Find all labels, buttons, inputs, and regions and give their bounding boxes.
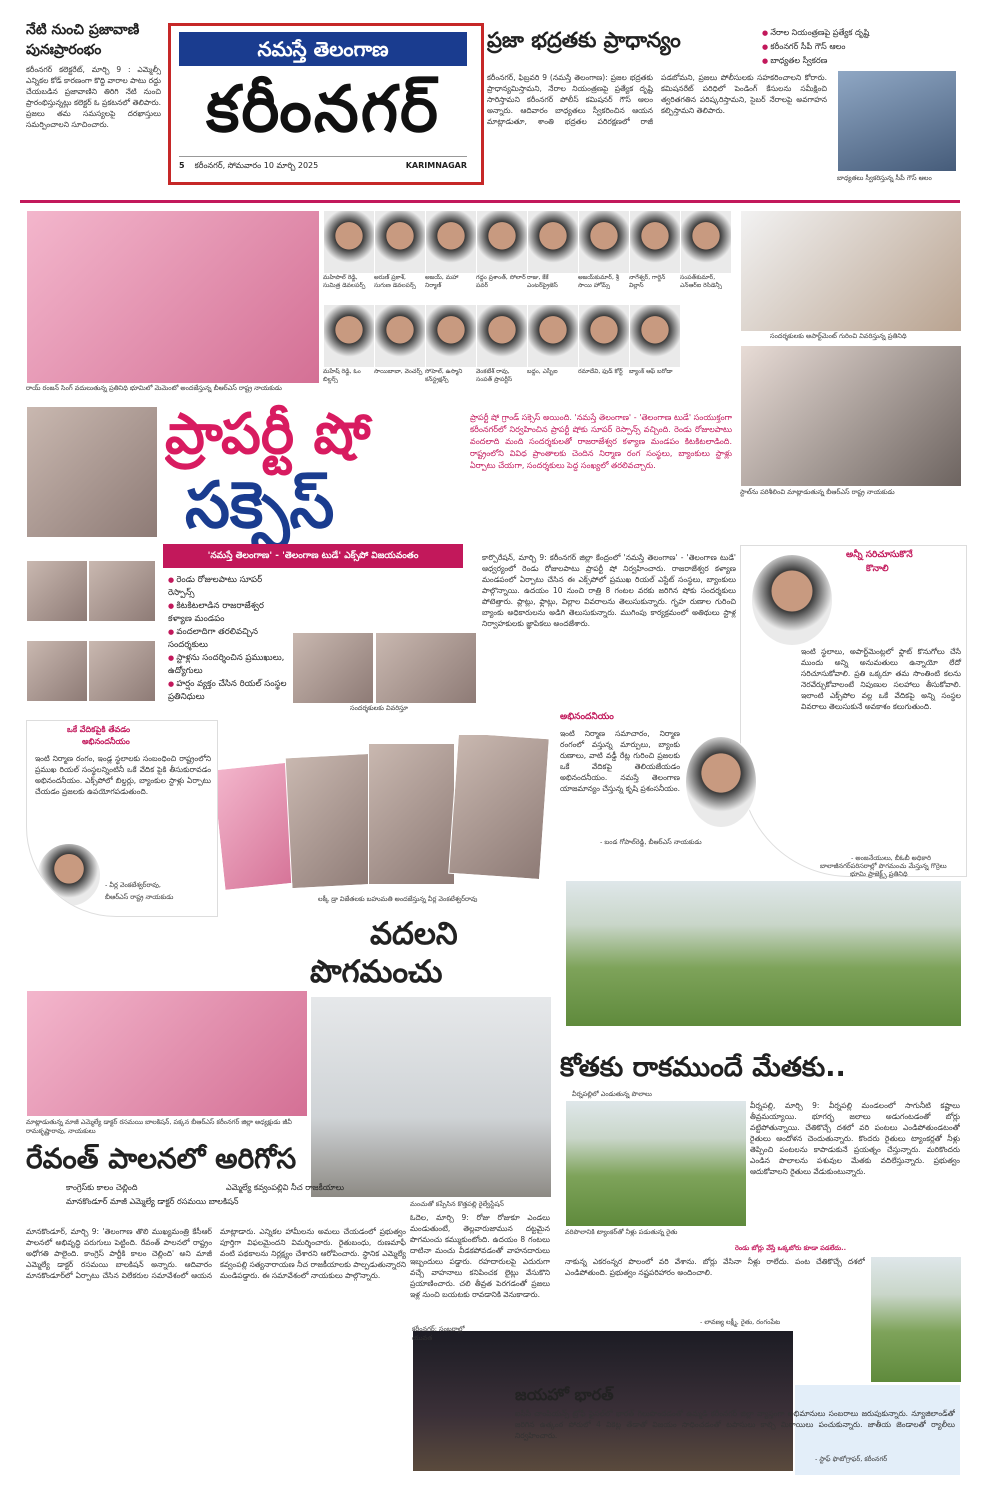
face-photo: [476, 210, 528, 274]
divider: [20, 200, 960, 203]
crops-caption-top: వీర్నపల్లిలో ఎండుతున్న పొలాలు: [572, 1090, 652, 1098]
face-card: [476, 210, 526, 303]
face-photo: [629, 304, 681, 368]
jayaho-headline: జయహో భారత్: [515, 1385, 614, 1404]
lucky-draw-strip: [218, 735, 558, 910]
face-caption: సోహెల్, ఉస్మాని కన్‌స్ట్రక్షన్స్: [425, 368, 463, 383]
bhoomi-caption: భూమి ప్రాజెక్ట్స్ ప్రతినిధి: [850, 870, 908, 878]
masthead: [168, 23, 484, 185]
face-card: [476, 304, 526, 397]
quote-left-body: ఇంటి నిర్మాణ రంగం, ఇండ్ల స్థలాలకు సంబంధించి రాష్ట్రంలోని ప్రముఖ రియల్ సంస్థలన్నింటినీ ఒకే వేదిక పైకి తీసుకురావడం అభినందనీయం. ఎక్స్‌పోలో బిల్డర్లు, బ్యాంకుల స్టాళ్లు ఏర్పాటు చేయడం ప్రజలకు ఉపయోగపడుతుంది.: [35, 754, 211, 796]
fog-body: ఓదెల, మార్చి 9: రోజు రోజుకూ ఎండలు మండుతుంటే, తెల్లవారుజామున దట్టమైన పొగమంచు కమ్ముకుంటోంది. ఉదయం 8 గంటలు దాటినా మంచు వీడకపోవడంతో వాహనదారులు ఇబ్బందులు పడ్డారు. రహదారులపై ఎదురుగా వచ్చే వాహనాలు కనిపించక లైట్లు వేసుకొని ప్రయాణించారు. చలి తీవ్రత పెరగడంతో ప్రజలు ఇళ్ల నుంచి బయటకు రావడానికి వెనుకాడారు.: [410, 1213, 550, 1299]
face-photo: [425, 304, 477, 368]
fog-headline: [310, 915, 560, 993]
face-card: [629, 304, 679, 397]
crops-quote-title: రెండు బోర్లు వేస్తే ఒక్కబోరు కూడా పడలేదు..: [735, 1244, 847, 1252]
brand-name: నమస్తే తెలంగాణ: [257, 37, 389, 61]
face-photo: [476, 304, 528, 368]
crops-headline: కోతకు రాకముందే మేతకు..: [560, 1052, 846, 1083]
face-photo: [578, 210, 630, 274]
event-photo-main-caption: రాయ్ రంజన్ సింగ్ వదులుతున్న ప్రతినిధి భూమిలో మెమెంటో అందజేస్తున్న బీఆర్‌ఎస్ రాష్ట్ర నాయకుడు: [26, 384, 282, 392]
revanth-photo: [26, 990, 308, 1117]
quote-mid: [560, 712, 760, 852]
title-line-2: సక్సెస్: [185, 469, 335, 543]
quote-left-attribution-1: - వీర్ల వెంకటేశ్వర్‌రావు,: [105, 881, 161, 889]
crowd-photo-2: [375, 632, 477, 704]
left-news: [26, 20, 161, 188]
event-photo-4: [88, 560, 156, 622]
face-caption: నాగేశ్వర్, గార్డెన్ విల్లాస్: [629, 274, 666, 289]
face-card: [629, 210, 679, 303]
city-en: KARIMNAGAR: [405, 161, 467, 170]
quote-right-attribution: - అంజనేయులు, బీఓబీ అధికారి: [851, 854, 931, 862]
face-caption: అరుణ్ ప్రకాశ్, సుగుణ డెవలపర్స్: [374, 274, 416, 289]
left-news-headline: నేటి నుంచి ప్రజావాణి పునఃప్రారంభం: [26, 22, 140, 58]
face-card: [323, 210, 373, 303]
stall-photo-caption: స్టాల్‌ను పరిశీలించి మాట్లాడుతున్న బీఆర్‌ఎస్ రాష్ట్ర నాయకుడు: [740, 488, 895, 496]
quote-right-subheading: కొనాలి: [866, 564, 889, 574]
revanth-bullets: [26, 1182, 406, 1222]
stall-photo: [740, 345, 962, 487]
face-card: [425, 304, 475, 397]
face-photo: [323, 304, 375, 368]
face-photo: [680, 210, 732, 274]
face-caption: రాజు, కేకే ఎంటర్‌ప్రైజెస్: [527, 274, 558, 289]
police-article: [487, 20, 957, 200]
quote-left-heading: ఒకే వేదికపైకి తేవడం: [67, 725, 131, 734]
quote-mid-attribution: - బండ గోపాల్‌రెడ్డి, బీఆర్‌ఎస్ నాయకుడు: [600, 838, 702, 846]
face-card: [374, 304, 424, 397]
quote-left-photo: [37, 843, 101, 907]
subtitle-text: 'నమస్తే తెలంగాణ' - 'తెలంగాణ టుడే' ఎక్స్‌పో విజయవంతం: [207, 551, 419, 561]
quote-right-heading: అన్నీ సరిచూసుకొనే: [846, 550, 913, 560]
page-number: 5: [179, 161, 185, 170]
quote-left-subheading: అభినందనీయం: [82, 737, 130, 746]
face-caption: మహిపాల్ రెడ్డి, సుమిత్ర డెవలపర్స్: [323, 274, 366, 289]
fog-line-2: పొగమంచు: [310, 954, 443, 990]
fog-rail-caption: మంచుతో కప్పేసిన కొత్తపల్లి రైల్వేస్టేషన్: [410, 1200, 504, 1208]
face-caption: గద్దం ప్రశాంత్, సోలార్ పవర్: [476, 274, 526, 289]
lucky-photo-3: [368, 743, 455, 885]
property-bullet: ● రెండు రోజులపాటు సూపర్ రెస్పాన్స్: [168, 574, 288, 600]
face-caption: సాయిబాబా, వెంచర్స్: [374, 368, 423, 375]
faces-grid: [323, 210, 735, 400]
face-card: [425, 210, 475, 303]
revanth-bullet: మానకొండూర్ మాజీ ఎమ్మెల్యే డాక్టర్ రసమయి బాలకిషన్: [66, 1197, 239, 1206]
face-card: [680, 210, 730, 303]
fog-line-1: వదలని: [370, 916, 458, 952]
property-bullet: ● స్టాళ్లను సందర్శించిన ప్రముఖులు, ఉద్యోగులు: [168, 652, 288, 678]
property-show-intro: ప్రాపర్టీ షో గ్రాండ్ సక్సెస్ అయింది. 'నమస్తే తెలంగాణ' - 'తెలంగాణ టుడే' సంయుక్తంగా కరీంనగర్‌లో నిర్వహించిన ప్రాపర్టీ షోకు సూపర్ రెస్పాన్స్ వచ్చింది. రెండు రోజులపాటు వందలాది మంది సందర్శకులతో రాజరాజేశ్వర కళ్యాణ మండపం కిటకిటలాడింది. రాష్ట్రంలోని వివిధ ప్రాంతాలకు చెందిన నిర్మాణ రంగ సంస్థలు, బ్యాంకులు స్టాళ్లు ఏర్పాటు చేయగా, సందర్శకులు పెద్ద సంఖ్యలో తరలివచ్చారు.: [470, 413, 732, 470]
police-body: కరీంనగర్, ఫిబ్రవరి 9 (నమస్తే తెలంగాణ): ప్రజల భద్రతకు ప్రాధాన్యమిస్తామని, నేరాల నియంత్రణపై ప్రత్యేక దృష్టి సారిస్తామని కరీంనగర్ పోలీస్ కమిషనర్ గౌస్ ఆలం అన్నారు. ఆదివారం బాధ్యతలు స్వీకరించిన ఆయన మాట్లాడుతూ, శాంతి భద్రతల పరిరక్షణలో రాజీ పడబోమని, ప్రజలు పోలీసులకు సహకరించాలని కోరారు. కమిషనరేట్ పరిధిలో పెండింగ్ కేసులను సమీక్షించి త్వరితగతిన పరిష్కరిస్తామని, సైబర్ నేరాలపై అవగాహన కల్పిస్తామని తెలిపారు.: [487, 73, 827, 126]
property-bullet: ● కిటకిటలాడిన రాజరాజేశ్వర కళ్యాణ మండపం: [168, 600, 288, 626]
face-card: [578, 210, 628, 303]
visitors-photo: [740, 210, 962, 332]
police-bullet: ● నేరాల నియంత్రణపై ప్రత్యేక దృష్టి: [762, 26, 869, 40]
police-bullet: ● బాధ్యతల స్వీకరణ: [762, 54, 869, 68]
crops-tanker-photo: [565, 1100, 747, 1227]
quote-mid-photo: [685, 736, 757, 828]
lucky-photo-2: [285, 753, 379, 889]
quote-mid-heading: అభినందనీయం: [560, 712, 614, 722]
jayaho-side-label: కరీంనగర్: సంబరాల్లో యువత: [412, 1325, 465, 1342]
masthead-brand: [179, 32, 467, 66]
event-photo-5: [26, 640, 88, 702]
jayaho-attribution: - స్టాఫ్ ఫొటోగ్రాఫర్, కరీంనగర్: [815, 1455, 888, 1463]
face-caption: అజయ్‌కుమార్, శ్రీ సాయి హోమ్స్: [578, 274, 620, 289]
property-show-title: [165, 402, 465, 552]
face-card: [323, 304, 373, 397]
event-photo-6: [88, 640, 156, 702]
quote-right-body: ఇంటి స్థలాలు, అపార్ట్‌మెంట్లలో ఫ్లాట్ కొనుగోలు చేసే ముందు అన్ని అనుమతులు ఉన్నాయో లేదో సరిచూసుకోవాలి. ప్రతి ఒక్కరూ తమ సొంతింటి కలను నెరవేర్చుకోవాలంటే నిపుణుల సలహాలు తీసుకోవాలి. ఇలాంటి ఎక్స్‌పోల వల్ల ఒకే వేదికపై అన్ని సంస్థల వివరాలు తెలుసుకునే అవకాశం కలుగుతుంది.: [801, 647, 961, 711]
face-photo: [425, 210, 477, 274]
quote-left-attribution-2: బీఆర్‌ఎస్ రాష్ట్ర నాయకుడు: [105, 893, 174, 901]
police-bullets: [762, 26, 869, 68]
face-photo: [578, 304, 630, 368]
crowd-photo-caption: సందర్శకులకు వివరిస్తూ: [350, 704, 408, 712]
revanth-body: మానకొండూర్, మార్చి 9: 'తెలంగాణ తొలి ముఖ్యమంత్రి కేసీఆర్ పాలనలో అభివృద్ధి పరుగులు పెట్టింది. రేవంత్ పాలనలో రాష్ట్రం అధోగతి పాలైంది. కాంగ్రెస్ పార్టీకి కాలం చెల్లింది' అని మాజీ ఎమ్మెల్యే డాక్టర్ రసమయి బాలకిషన్ అన్నారు. ఆదివారం మానకొండూర్‌లో ఏర్పాటు చేసిన విలేకరుల సమావేశంలో ఆయన మాట్లాడారు. ఎన్నికల హామీలను అమలు చేయడంలో ప్రభుత్వం పూర్తిగా విఫలమైందని విమర్శించారు. రైతుబంధు, రుణమాఫీ వంటి పథకాలను నిర్లక్ష్యం చేశారని ఆరోపించారు. స్థానిక ఎమ్మెల్యే కవ్వంపల్లి సత్యనారాయణ నీచ రాజకీయాలకు పాల్పడుతున్నారని మండిపడ్డారు. ఈ సమావేశంలో నాయకులు పాల్గొన్నారు.: [26, 1227, 406, 1280]
crops-quote-attribution: - లావణ్య లక్ష్మీ, రైతు, రంగంపేట: [700, 1318, 781, 1326]
lucky-photo-4: [448, 735, 550, 880]
face-card: [374, 210, 424, 303]
revanth-headline: రేవంత్ పాలనలో అరిగోస: [26, 1142, 297, 1175]
visitors-photo-caption: సందర్శకులకు అపార్ట్‌మెంట్ గురించి వివరిస్తున్న ప్రతినిధి: [770, 332, 907, 340]
revanth-bullet: ఎమ్మెల్యే కవ్వంపల్లివి నీచ రాజకీయాలు: [226, 1183, 345, 1192]
property-bullet: ● వందలాదిగా తరలివచ్చిన సందర్శకులు: [168, 626, 288, 652]
property-show-subtitle: [163, 544, 463, 568]
face-card: [578, 304, 628, 397]
fog-field-photo: [565, 880, 962, 1027]
crops-quote-body: నాకున్న ఎకరంన్నర పొలంలో వరి వేశాను. బోర్లు వేసినా నీళ్లు రాలేదు. పంట చేతికొచ్చే దశలో ఎండిపోతుంది. ప్రభుత్వం నష్టపరిహారం అందించాలి.: [565, 1257, 865, 1277]
police-headline: ప్రజా భద్రతకు ప్రాధాన్యం: [487, 28, 681, 52]
police-photo-caption: బాధ్యతలు స్వీకరిస్తున్న సీపీ గౌస్ ఆలం: [837, 174, 932, 182]
event-photo-3: [26, 560, 88, 622]
crops-caption-mid: వరిపొలానికి ట్యాంకర్‌తో నీళ్లు పడుతున్న రైతు: [565, 1228, 678, 1236]
jayaho-body: ఐసీసీ చాంపియన్స్ ట్రోఫీ ఫైనల్‌లో భారత్ గెలుపొందడంతో ఉమ్మడి కరీంనగర్ జిల్లా వ్యాప్తంగా అభిమానులు సంబరాలు జరుపుకున్నారు. న్యూజిలాండ్‌తో జరిగిన ఉత్కంఠ పోరులో 4 వికెట్ల తేడాతో విజయం సాధించడంతో టపాసులు కాల్చి మిఠాయిలు పంచుకున్నారు. జాతీయ జెండాలతో ర్యాలీలు నిర్వహించారు.: [515, 1409, 955, 1440]
face-caption: బ్యాంక్ ఆఫ్ బరోడా: [629, 368, 673, 375]
police-bullet: ● కరీంనగర్ సీపీ గౌస్ ఆలం: [762, 40, 869, 54]
quote-right-photo: [751, 554, 833, 646]
quote-right: [740, 545, 967, 877]
face-card: [527, 210, 577, 303]
crops-body: వీర్నపల్లి, మార్చి 9: వీర్నపల్లి మండలంలో సాగునీటి కష్టాలు తీవ్రమయ్యాయి. భూగర్భ జలాలు అడుగంటడంతో బోర్లు వట్టిపోతున్నాయి. చేతికొచ్చే దశలో వరి పంటలు ఎండిపోతుండటంతో రైతులు ఆందోళన చెందుతున్నారు. కొందరు రైతులు ట్యాంకర్లతో నీళ్లు తెప్పించి పంటలను కాపాడుకునే ప్రయత్నం చేస్తున్నారు. మరికొందరు ఎండిన పొలాలను పశువుల మేతకు వదిలేస్తున్నారు. ప్రభుత్వం ఆదుకోవాలని రైతులు వేడుకుంటున్నారు.: [750, 1101, 960, 1176]
fog-field-caption: బాలాజీనగర్‌పరిసరాల్లో పొగమంచు మేస్తున్న గొర్రెలు: [820, 862, 947, 870]
face-photo: [374, 210, 426, 274]
property-bullet: ● హర్షం వ్యక్తం చేసిన రియల్ సంస్థల ప్రతినిధులు: [168, 678, 288, 704]
face-photo: [374, 304, 426, 368]
revanth-photo-caption: మాట్లాడుతున్న మాజీ ఎమ్మెల్యే డాక్టర్ రసమయి బాలకిషన్, పక్కన బీఆర్‌ఎస్ కరీంనగర్ జిల్లా అధ్యక్షుడు జీవీ రామకృష్ణారావు, నాయకులు: [26, 1118, 292, 1135]
face-photo: [629, 210, 681, 274]
face-card: [527, 304, 577, 397]
property-show-body: కార్పొరేషన్, మార్చి 9: కరీంనగర్ జిల్లా కేంద్రంలో 'నమస్తే తెలంగాణ' - 'తెలంగాణ టుడే' ఆధ్వర్యంలో రెండు రోజులపాటు ప్రాపర్టీ షో నిర్వహించారు. రాజరాజేశ్వర కళ్యాణ మండపంలో ఏర్పాటు చేసిన ఈ ఎక్స్‌పోలో ప్రముఖ రియల్ ఎస్టేట్ సంస్థలు, బ్యాంకులు పాల్గొన్నాయి. ఉదయం 10 నుంచి రాత్రి 8 గంటల వరకు జరిగిన షోకు సందర్శకులు పోటెత్తారు. ప్లాట్లు, ఫ్లాట్లు, విల్లాల వివరాలను తెలుసుకున్నారు. గృహ రుణాల గురించి బ్యాంకు అధికారులను అడిగి తెలుసుకున్నారు. ముగింపు కార్యక్రమంలో అతిథులు స్టాళ్ల నిర్వాహకులకు జ్ఞాపికలు అందజేశారు.: [482, 553, 736, 628]
crops-farmer-photo: [870, 1256, 962, 1383]
face-photo: [527, 304, 579, 368]
left-news-body: కరీంనగర్ కలెక్టరేట్, మార్చి 9 : ఎమ్మెల్సీ ఎన్నికల కోడ్ కారణంగా కొద్ది వారాల పాటు రద్దు చేయబడిన ప్రజావాణిని తిరిగి నేటి నుంచి ప్రారంభిస్తున్నట్లు కలెక్టర్ ఓ ప్రకటనలో తెలిపారు. ప్రజలు తమ సమస్యలపై దరఖాస్తులు సమర్పించాలని సూచించారు.: [26, 65, 161, 129]
quote-left: [26, 720, 218, 917]
face-caption: బద్దం, ఎస్బీఐ: [527, 368, 558, 375]
crowd-photo-1: [292, 632, 374, 704]
face-caption: రమాదేవి, ఫుడ్ కోర్ట్: [578, 368, 623, 375]
face-photo: [323, 210, 375, 274]
face-caption: వెంకటేశ్ రావు, సంపత్ ప్రాపర్టీస్: [476, 368, 513, 383]
edition-name: కరీంనగర్: [206, 73, 440, 147]
property-show-bullets: [168, 574, 288, 704]
face-caption: మహేష్ రెడ్డి, ఓం బిల్డర్స్: [323, 368, 361, 383]
quote-mid-body: ఇంటి నిర్మాణ సమాచారం, నిర్మాణ రంగంలో వస్తున్న మార్పులు, బ్యాంకు రుణాలు, వాటి వడ్డీ రేట్ల గురించి ప్రజలకు ఒకే వేదికపై తెలియజేయడం అభినందనీయం. నమస్తే తెలంగాణ యాజమాన్యం చేస్తున్న కృషి ప్రశంసనీయం.: [560, 729, 680, 793]
face-caption: సంపత్‌కుమార్, ఎన్ఆర్ఐ రెసిడెన్సీ: [680, 274, 722, 289]
title-line-1: ప్రాపర్టీ షో: [165, 402, 371, 467]
event-photo-2: [26, 406, 158, 538]
face-caption: అజయ్, మహా నిర్మాణ్: [425, 274, 459, 289]
face-photo: [527, 210, 579, 274]
event-photo-main: [26, 210, 320, 384]
police-photo: [837, 70, 957, 172]
dateline: కరీంనగర్, సోమవారం 10 మార్చి 2025: [194, 161, 319, 170]
lucky-draw-caption: లక్కీ డ్రా విజేతలకు బహుమతి అందజేస్తున్న వీర్ల వెంకటేశ్వర్‌రావు: [318, 895, 478, 903]
revanth-bullet: కాంగ్రెస్‌కు కాలం చెల్లింది: [66, 1183, 138, 1192]
